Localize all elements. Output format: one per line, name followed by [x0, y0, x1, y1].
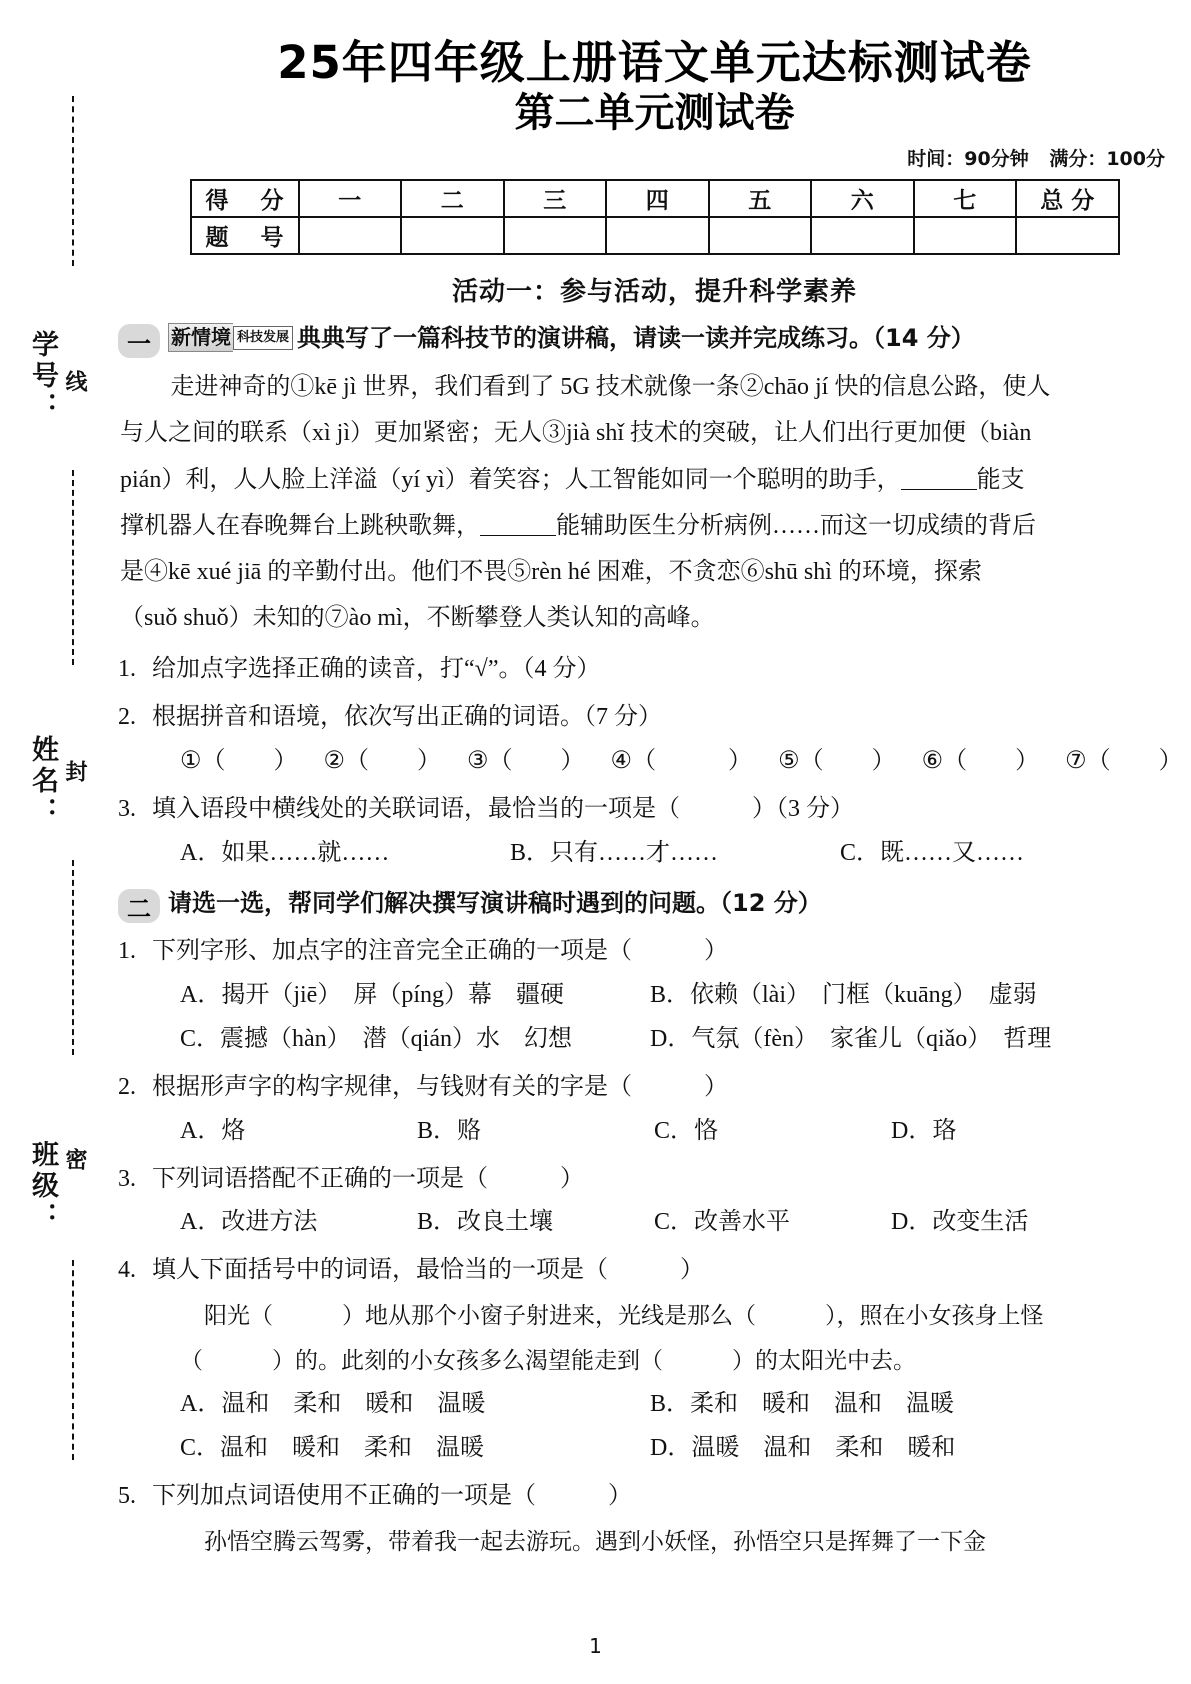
question-1-3-options: [118, 834, 1191, 873]
page-number: 1: [589, 1634, 602, 1658]
question-2-3-options: [118, 1203, 1191, 1242]
question-number: 3.: [118, 796, 136, 823]
score-cell-4[interactable]: [606, 217, 709, 254]
option-a[interactable]: A．温和 柔和 暖和 温暖: [180, 1391, 486, 1418]
question-number: 2.: [118, 703, 136, 730]
question-2-5-stem-line-1: 孙悟空腾云驾雾，带着我一起去游玩。遇到小妖怪，孙悟空只是挥舞了一下金: [204, 1528, 986, 1554]
option-a[interactable]: A．改进方法: [180, 1209, 318, 1236]
seal-char-secret: 密: [63, 1148, 88, 1174]
section-one-points: （14 分）: [873, 324, 975, 353]
answer-blank-2[interactable]: ②（ ）: [323, 747, 442, 774]
score-cell-6[interactable]: [811, 217, 914, 254]
page-title: 25年四年级上册语文单元达标测试卷: [277, 36, 1032, 89]
seal-margin: [0, 0, 118, 1684]
passage-line-1: [120, 364, 1187, 410]
question-text: 下列字形、加点字的注音完全正确的一项是（ ）: [152, 938, 728, 965]
score-col-5: 五: [709, 180, 812, 217]
question-1-1: [118, 650, 1191, 689]
option-c[interactable]: C．既……又……: [840, 840, 1025, 867]
table-row: [191, 180, 1119, 217]
question-2-2: [118, 1068, 1191, 1107]
option-c[interactable]: C．改善水平: [654, 1209, 791, 1236]
score-cell-total[interactable]: [1016, 217, 1119, 254]
question-number: 1.: [118, 655, 136, 682]
option-a[interactable]: A．烙: [180, 1117, 246, 1144]
answer-blank-4[interactable]: ④（ ）: [610, 747, 753, 774]
option-b[interactable]: B．赂: [417, 1117, 482, 1144]
full-score: 满分：100分: [1049, 148, 1165, 171]
seal-char-line: 线: [63, 370, 88, 396]
question-number: 4.: [118, 1257, 136, 1284]
question-2-4-stem-line-2: （ ）的。此刻的小女孩多么渴望能走到（ ）的太阳光中去。: [180, 1348, 916, 1374]
passage-text-3a: pián）利，人人脸上洋溢（yí yì）着笑容；人工智能如同一个聪明的助手，: [120, 466, 901, 493]
question-2-5: [118, 1477, 1191, 1516]
question-text: 给加点字选择正确的读音，打“√”。（4 分）: [152, 655, 601, 682]
question-text: 填人下面括号中的词语，最恰当的一项是（ ）: [152, 1257, 704, 1284]
answer-blanks-row: [118, 741, 1191, 782]
question-text: 根据拼音和语境，依次写出正确的词语。（7 分）: [152, 703, 662, 730]
seal-dash-2: [72, 470, 74, 665]
score-col-2: 二: [401, 180, 504, 217]
score-row-label: 得 分: [191, 180, 299, 217]
section-two-prompt-text: 请选一选，帮同学们解决撰写演讲稿时遇到的问题。: [168, 889, 720, 918]
activity-heading: 活动一：参与活动，提升科学素养: [451, 277, 857, 308]
question-text: 下列加点词语使用不正确的一项是（ ）: [152, 1483, 632, 1510]
question-number: 1.: [118, 938, 136, 965]
passage-text-1: 走进神奇的①kē jì 世界，我们看到了 5G 技术就像一条②chāo jí 快的信息公路，使人: [170, 374, 1051, 401]
option-a[interactable]: A．如果……就……: [180, 840, 390, 867]
page-subtitle: 第二单元测试卷: [514, 90, 795, 137]
question-row-label: 题 号: [191, 217, 299, 254]
answer-blank-6[interactable]: ⑥（ ）: [921, 747, 1040, 774]
passage-text-5: 是④kē xué jiā 的辛勤付出。他们不畏⑤rèn hé 困难，不贪恋⑥shū shì 的环境，探索: [120, 558, 982, 585]
option-d[interactable]: D．改变生活: [891, 1209, 1029, 1236]
section-one-header: [118, 322, 1191, 358]
passage-text-6: （suǒ shuǒ）未知的⑦ào mì，不断攀登人类认知的高峰。: [120, 604, 715, 631]
option-d[interactable]: D．气氛（fèn） 家雀儿（qiǎo） 哲理: [650, 1025, 1052, 1052]
option-d[interactable]: D．温暖 温和 柔和 暖和: [650, 1435, 956, 1462]
passage-line-6: [120, 595, 1187, 641]
answer-blank-3[interactable]: ③（ ）: [467, 747, 585, 774]
question-2-4-stem-line-1: 阳光（ ）地从那个小窗子射进来，光线是那么（ ），照在小女孩身上怪: [204, 1303, 1044, 1329]
seal-char-seal: 封: [63, 760, 88, 786]
passage-text-3b: 能支: [976, 466, 1025, 493]
table-row: [191, 217, 1119, 254]
passage-line-5: [120, 549, 1187, 595]
answer-blank-1[interactable]: ①（ ）: [180, 747, 298, 774]
seal-dash-3: [72, 860, 74, 1055]
margin-label-name: 姓名：: [28, 735, 58, 828]
question-2-1-options-row1: [118, 976, 1191, 1015]
answer-blank-7[interactable]: ⑦（ ）: [1065, 747, 1183, 774]
question-2-3: [118, 1160, 1191, 1199]
passage-text-4b: 能辅助医生分析病例……而这一切成绩的背后: [556, 512, 1036, 539]
question-1-2: [118, 698, 1191, 737]
time-limit: 时间：90分钟: [907, 148, 1029, 171]
margin-label-class: 班级：: [28, 1140, 58, 1233]
option-c[interactable]: C．震撼（hàn） 潜（qián）水 幻想: [180, 1025, 572, 1052]
score-col-4: 四: [606, 180, 709, 217]
passage-line-3: [120, 457, 1187, 503]
exam-meta: [118, 144, 1191, 171]
section-number-two: 二: [118, 889, 160, 923]
option-c[interactable]: C．恪: [654, 1117, 719, 1144]
section-one-prompt: [168, 322, 975, 354]
option-c[interactable]: C．温和 暖和 柔和 温暖: [180, 1435, 485, 1462]
question-2-2-options: [118, 1112, 1191, 1151]
option-a[interactable]: A．揭开（jiē） 屏（píng）幕 疆硬: [180, 982, 564, 1009]
badge-main-label: 新情境: [168, 323, 233, 352]
passage-text-4a: 撑机器人在春晚舞台上跳秧歌舞，: [120, 512, 480, 539]
question-2-4-options-row2: [118, 1429, 1191, 1468]
score-cell-5[interactable]: [709, 217, 812, 254]
score-col-6: 六: [811, 180, 914, 217]
score-col-7: 七: [914, 180, 1017, 217]
option-b[interactable]: B．只有……才……: [510, 840, 719, 867]
question-2-1: [118, 932, 1191, 971]
fill-blank-2[interactable]: [480, 535, 556, 536]
question-text: 根据形声字的构字规律，与钱财有关的字是（ ）: [152, 1073, 728, 1100]
passage-line-2: [120, 410, 1187, 456]
exam-body: [118, 0, 1191, 1684]
section-number-one: 一: [118, 324, 160, 358]
score-cell-1[interactable]: [299, 217, 402, 254]
badge-sub-label: 科技发展: [233, 326, 293, 350]
section-two-prompt: [168, 887, 822, 919]
option-d[interactable]: D．珞: [891, 1117, 957, 1144]
score-cell-3[interactable]: [504, 217, 607, 254]
score-col-total: 总 分: [1016, 180, 1119, 217]
seal-dash-4: [72, 1260, 74, 1460]
question-2-4-options-row1: [118, 1385, 1191, 1424]
section-one-prompt-text: 典典写了一篇科技节的演讲稿，请读一读并完成练习。: [297, 324, 874, 353]
score-cell-7[interactable]: [914, 217, 1017, 254]
passage-text-2: 与人之间的联系（xì jì）更加紧密；无人③jià shǐ 技术的突破，让人们出行更加便（biàn: [120, 420, 1032, 447]
option-b[interactable]: B．改良土壤: [417, 1209, 554, 1236]
question-text: 下列词语搭配不正确的一项是（ ）: [152, 1165, 584, 1192]
passage-line-4: [120, 503, 1187, 549]
seal-dash-1: [72, 96, 74, 266]
section-two-points: （12 分）: [720, 889, 822, 918]
question-1-3: [118, 790, 1191, 829]
question-number: 3.: [118, 1165, 136, 1192]
option-b[interactable]: B．依赖（lài） 门框（kuāng） 虚弱: [650, 982, 1037, 1009]
score-col-3: 三: [504, 180, 607, 217]
question-2-1-options-row2: [118, 1020, 1191, 1059]
score-table: [190, 179, 1120, 255]
question-number: 2.: [118, 1073, 136, 1100]
question-2-4: [118, 1251, 1191, 1290]
reading-passage: [118, 364, 1191, 640]
question-text: 填入语段中横线处的关联词语，最恰当的一项是（ ）（3 分）: [152, 796, 854, 823]
new-scenario-badge: [168, 323, 293, 352]
section-two-header: [118, 887, 1191, 923]
score-cell-2[interactable]: [401, 217, 504, 254]
score-col-1: 一: [299, 180, 402, 217]
answer-blank-5[interactable]: ⑤（ ）: [778, 747, 896, 774]
option-b[interactable]: B．柔和 暖和 温和 温暖: [650, 1391, 955, 1418]
margin-label-student-id: 学号：: [28, 330, 58, 423]
question-number: 5.: [118, 1483, 136, 1510]
fill-blank-1[interactable]: [901, 489, 977, 490]
